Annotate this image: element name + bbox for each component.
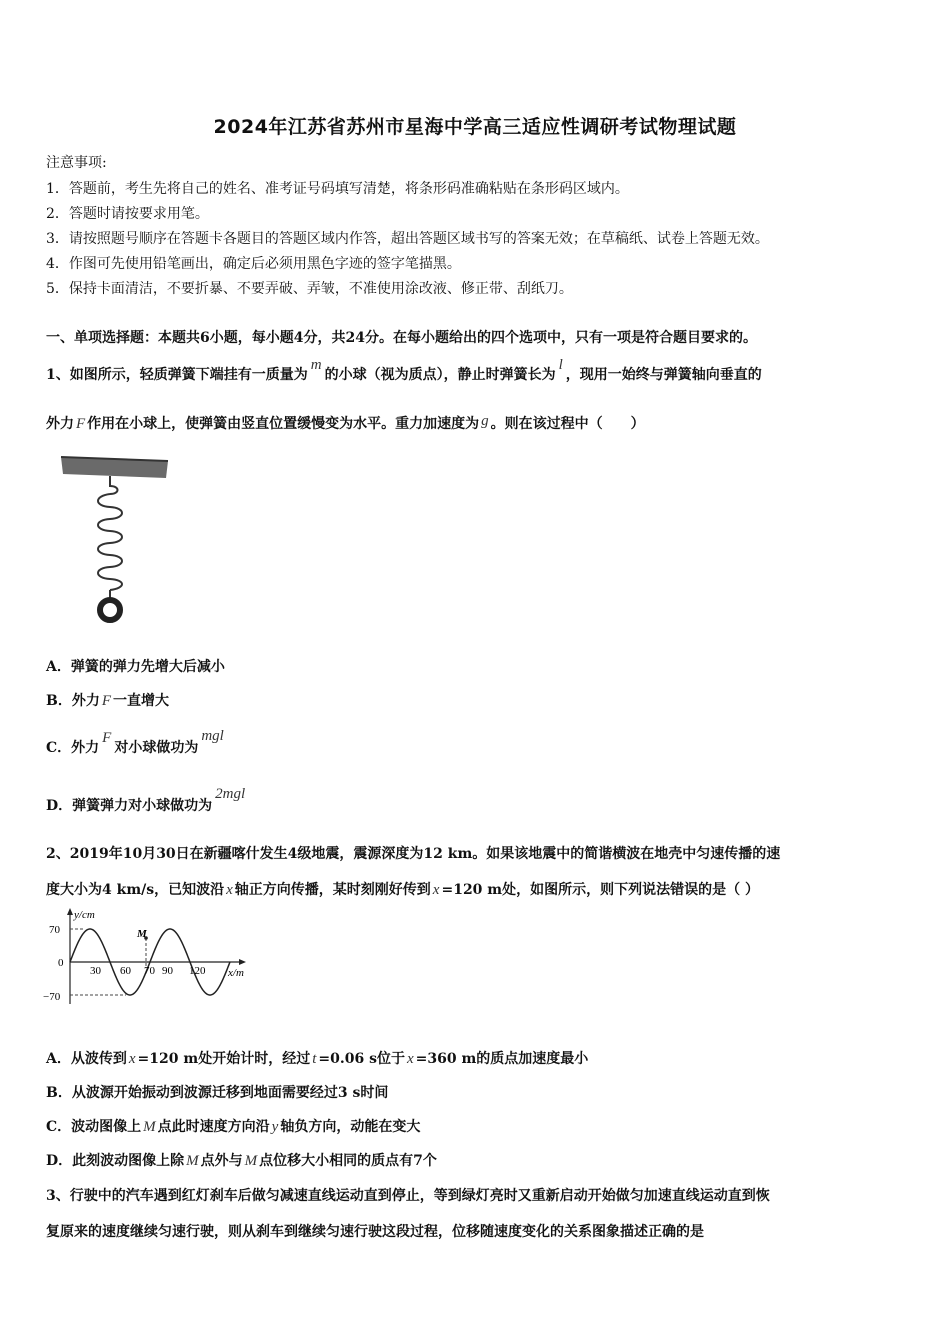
notice-item: 5．保持卡面清洁，不要折暴、不要弄破、弄皱，不准使用涂改液、修正带、刮纸刀。: [46, 281, 573, 297]
q2-option-b: B．从波源开始振动到波源迁移到地面需要经过3 s时间: [46, 1085, 389, 1101]
option-text: C．外力: [46, 740, 100, 756]
option-text: =360 m的质点加速度最小: [415, 1051, 589, 1067]
q1-text: ，现用一始终与弹簧轴向垂直的: [565, 367, 762, 383]
option-text: 点位移大小相同的质点有7个: [259, 1153, 437, 1169]
expr-2mgl: 2mgl: [215, 786, 246, 802]
q2-option-d: [46, 1150, 437, 1170]
y-tick-neg: −70: [43, 991, 61, 1003]
expr-mgl: mgl: [201, 728, 224, 744]
point-m-label: M: [137, 928, 147, 940]
q1-text: 。则在该过程中（ ）: [490, 416, 645, 432]
q1-text: 外力: [46, 416, 74, 432]
section-heading: 一、单项选择题：本题共6小题，每小题4分，共24分。在每小题给出的四个选项中，只有一项是符合题目要求的。: [46, 330, 757, 346]
var-F: F: [101, 693, 112, 709]
var-x: x: [226, 882, 233, 898]
option-text: =120 m处开始计时，经过: [137, 1051, 311, 1067]
q1-stem-line1: [46, 357, 762, 384]
option-text: B．外力: [46, 693, 100, 709]
option-text: D．弹簧弹力对小球做功为: [46, 798, 213, 814]
option-text: 对小球做功为: [114, 740, 199, 756]
option-text: 轴负方向，动能在变大: [280, 1119, 421, 1135]
var-M: M: [244, 1153, 258, 1169]
x-tick: 30: [90, 965, 101, 977]
y-tick-pos: 70: [49, 924, 60, 936]
notice-heading: 注意事项:: [46, 155, 107, 171]
q3-stem-line1: 3、行驶中的汽车遇到红灯刹车后做匀减速直线运动直到停止，等到绿灯亮时又重新启动开始做匀加速直线运动直到恢: [46, 1188, 770, 1204]
notice-item: 4．作图可先使用铅笔画出，确定后必须用黑色字迹的签字笔描黑。: [46, 256, 461, 272]
x-tick: 60: [120, 965, 131, 977]
var-F: F: [102, 730, 112, 746]
q2-stem-line2: [46, 879, 759, 899]
ball: [100, 600, 120, 620]
var-M: M: [143, 1119, 156, 1135]
q1-option-c: [46, 728, 227, 757]
option-text: 点此时速度方向沿: [157, 1119, 270, 1135]
x-tick: 120: [189, 965, 206, 977]
option-text: C．波动图像上: [46, 1119, 142, 1135]
wave-graph: [40, 906, 255, 1008]
q2-text: =120 m处，如图所示，则下列说法错误的是（ ）: [441, 882, 759, 898]
option-text: =0.06 s位于: [318, 1051, 405, 1067]
q1-text: 1、如图所示，轻质弹簧下端挂有一质量为: [46, 367, 308, 383]
option-text: 点外与: [200, 1153, 243, 1169]
q2-option-c: [46, 1116, 420, 1136]
q2-text: 轴正方向传播，某时刻刚好传到: [234, 882, 431, 898]
var-F: F: [76, 416, 86, 432]
notice-item: 1．答题前，考生先将自己的姓名、准考证号码填写清楚，将条形码准确粘贴在条形码区域内。: [46, 181, 629, 197]
var-m: m: [310, 357, 322, 373]
var-l: l: [558, 357, 563, 373]
var-M: M: [186, 1153, 199, 1169]
spring-ball-figure: [58, 452, 173, 627]
q2-stem-line1: 2、2019年10月30日在新疆喀什发生4级地震，震源深度为12 km。如果该地震中的简谐横波在地壳中匀速传播的速: [46, 846, 781, 862]
var-x: x: [128, 1051, 136, 1067]
var-g: g: [481, 413, 489, 429]
notice-item: 3．请按照题号顺序在答题卡各题目的答题区域内作答，超出答题区域书写的答案无效；在草稿纸、试卷上答题无效。: [46, 231, 769, 247]
spring-coil: [98, 494, 122, 590]
q1-option-d: [46, 786, 248, 815]
y-axis-arrow: [67, 908, 73, 915]
q1-text: 的小球（视为质点），静止时弹簧长为: [324, 367, 556, 383]
var-y: y: [271, 1119, 279, 1135]
spring-hook: [110, 476, 118, 494]
x-axis-arrow: [239, 959, 246, 965]
q1-option-b: [46, 690, 169, 710]
q1-text: 作用在小球上，使弹簧由竖直位置缓慢变为水平。重力加速度为: [87, 416, 480, 432]
var-t: t: [312, 1051, 317, 1067]
option-text: D．此刻波动图像上除: [46, 1153, 185, 1169]
y-tick-zero: 0: [58, 957, 64, 969]
q1-stem-line2: [46, 413, 645, 433]
notice-item: 2．答题时请按要求用笔。: [46, 206, 209, 222]
q2-option-a: [46, 1048, 588, 1068]
y-axis-label: y/cm: [74, 909, 95, 921]
x-tick: 70: [144, 965, 155, 977]
q2-text: 度大小为4 km/s，已知波沿: [46, 882, 225, 898]
x-tick: 90: [162, 965, 173, 977]
page-title: 2024年江苏省苏州市星海中学高三适应性调研考试物理试题: [213, 116, 737, 138]
option-text: A．从波传到: [46, 1051, 127, 1067]
var-x: x: [406, 1051, 414, 1067]
q3-stem-line2: 复原来的速度继续匀速行驶，则从刹车到继续匀速行驶这段过程，位移随速度变化的关系图象描述正确的是: [46, 1224, 704, 1240]
x-axis-label: x/m: [228, 967, 244, 979]
option-text: 一直增大: [113, 693, 170, 709]
var-x: x: [432, 882, 440, 898]
q1-option-a: A．弹簧的弹力先增大后减小: [46, 659, 225, 675]
